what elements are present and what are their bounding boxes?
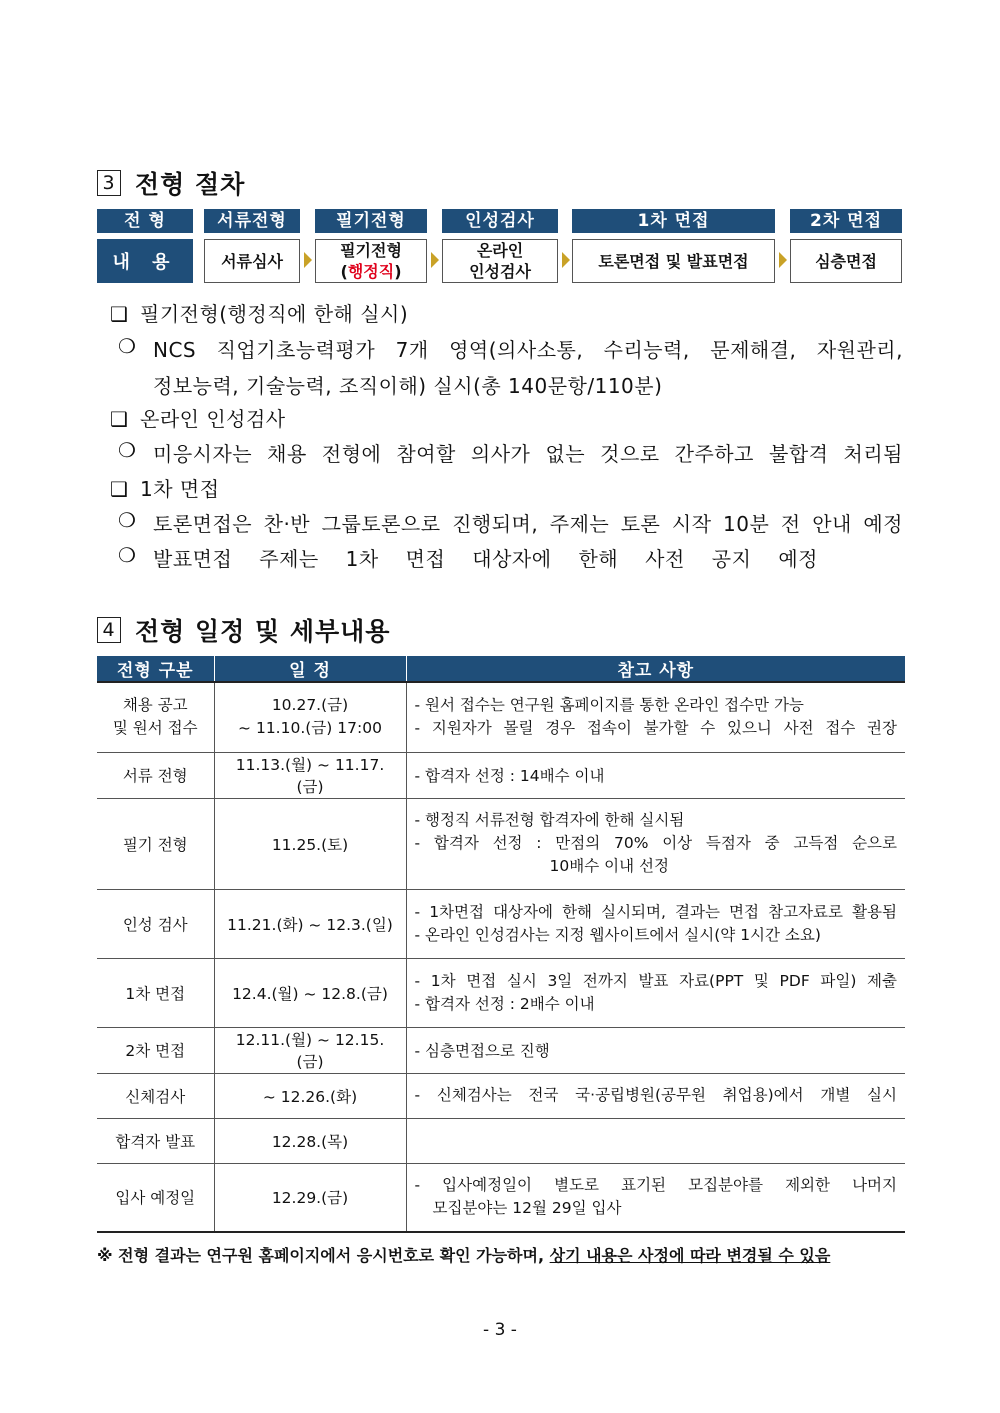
bullet-discussion: ❍ 토론면접은 찬·반 그룹토론으로 진행되며, 주제는 토론 시작 10분 전 안내 예정: [118, 508, 903, 536]
flow-head-stage-4: 1차 면접: [572, 209, 775, 233]
section-number: 4: [97, 617, 121, 643]
table-row: 2차 면접 12.11.(월) ~ 12.15.(금) - 심층면접으로 진행: [97, 1027, 905, 1073]
flow-body-text: 필기전형: [340, 241, 402, 260]
flow-body-text-sub: 인성검사: [469, 262, 531, 281]
bullet-absence: ❍ 미응시자는 채용 전형에 참여할 의사가 없는 것으로 간주하고 불합격 처리됨: [118, 438, 903, 466]
table-row: 합격자 발표 12.28.(목): [97, 1118, 905, 1163]
flow-body-text: 심층면접: [815, 251, 877, 271]
table-row: 신체검사 ~ 12.26.(화) - 신체검사는 전국 국·공립병원(공무원 취업용)에서 개별 실시: [97, 1073, 905, 1118]
footnote: ※ 전형 결과는 연구원 홈페이지에서 응시번호로 확인 가능하며, 상기 내용은 사정에 따라 변경될 수 있음: [97, 1246, 831, 1265]
flow-head-stage-2: 필기전형: [315, 209, 427, 233]
arrow-right-icon: [779, 252, 787, 268]
table-row: 필기 전형 11.25.(토) - 행정직 서류전형 합격자에 한해 실시됨 - 합격자 선정 : 만점의 70% 이상 득점자 중 고득점 순으로 10배수 이내 선정: [97, 798, 905, 889]
bullet-personality-test: ❑ 온라인 인성검사: [110, 407, 286, 431]
flow-body-label: 내 용: [97, 239, 193, 283]
flow-head-label: 전 형: [97, 209, 193, 233]
bullet-first-interview: ❑ 1차 면접: [110, 477, 220, 501]
table-row: 채용 공고 및 원서 접수 10.27.(금) ~ 11.10.(금) 17:00 - 원서 접수는 연구원 홈페이지를 통한 온라인 접수만 가능 - 지원자가 몰릴 경우 접속이 불가할 수 있으니 사전 접수 권장: [97, 682, 905, 752]
flow-body-stage-4: [572, 239, 775, 283]
bullet-presentation: ❍ 발표면접 주제는 1차 면접 대상자에 한해 사전 공지 예정: [118, 543, 818, 571]
page-number: - 3 -: [483, 1320, 517, 1340]
bullet-written-exam: ❑ 필기전형(행정직에 한해 실시): [110, 302, 409, 326]
section-4-title: [97, 612, 390, 648]
flow-body-text: 서류심사: [221, 251, 283, 271]
table-row: 1차 면접 12.4.(월) ~ 12.8.(금) - 1차 면접 실시 3일 전까지 발표 자료(PPT 및 PDF 파일) 제출 - 합격자 선정 : 2배수 이내: [97, 958, 905, 1027]
flow-body-text: 온라인: [476, 241, 524, 260]
column-header: 참고 사항: [406, 656, 905, 682]
column-header: 전형 구분: [97, 656, 214, 682]
arrow-right-icon: [562, 252, 570, 268]
table-row: 서류 전형 11.13.(월) ~ 11.17.(금) - 합격자 선정 : 14배수 이내: [97, 752, 905, 798]
section-title-text: 전형 절차: [135, 170, 246, 199]
flow-body-text: 토론면접 및 발표면접: [598, 251, 749, 271]
section-title-text: 전형 일정 및 세부내용: [135, 617, 391, 646]
column-header: 일 정: [214, 656, 406, 682]
table-row: 인성 검사 11.21.(화) ~ 12.3.(일) - 1차면접 대상자에 한해 실시되며, 결과는 면접 참고자료로 활용됨 - 온라인 인성검사는 지정 웹사이트에서 실시(약 1시간 소요): [97, 889, 905, 958]
flow-body-text-sub: (행정직): [340, 262, 402, 281]
flow-head-stage-1: 서류전형: [204, 209, 300, 233]
table-row: 입사 예정일 12.29.(금) - 입사예정일이 별도로 표기된 모집분야를 제외한 나머지 모집분야는 12월 29일 입사: [97, 1163, 905, 1232]
arrow-right-icon: [304, 252, 312, 268]
flow-body-stage-5: [790, 239, 902, 283]
bullet-ncs-cont: 정보능력, 기술능력, 조직이해) 실시(총 140문항/110분): [153, 374, 663, 398]
flow-head-stage-3: 인성검사: [442, 209, 558, 233]
flow-body-stage-1: [204, 239, 300, 283]
bullet-ncs: ❍ NCS 직업기초능력평가 7개 영역(의사소통, 수리능력, 문제해결, 자원관리,: [118, 334, 903, 362]
flow-body-stage-3: [442, 239, 558, 283]
flow-head-stage-5: 2차 면접: [790, 209, 902, 233]
arrow-right-icon: [431, 252, 439, 268]
flow-body-stage-2: [315, 239, 427, 283]
section-number: 3: [97, 170, 121, 196]
section-3-title: [97, 165, 245, 201]
schedule-table: [97, 656, 905, 1233]
